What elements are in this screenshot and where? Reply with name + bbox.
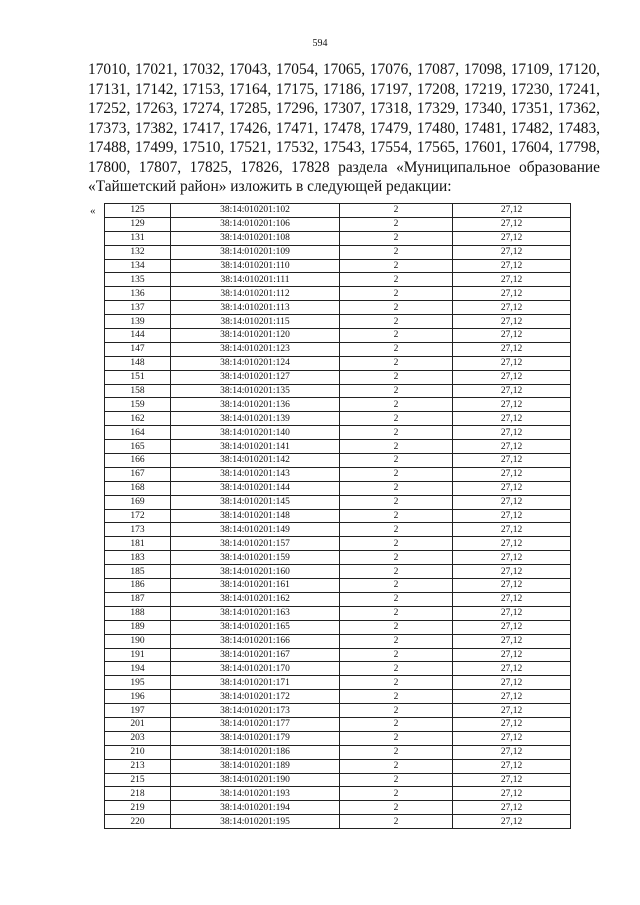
cadastral-number-cell: 38:14:010201:189	[171, 759, 340, 773]
value-cell: 27,12	[453, 731, 571, 745]
quantity-cell: 2	[340, 759, 453, 773]
quantity-cell: 2	[340, 329, 453, 343]
table-row	[105, 412, 571, 426]
cadastral-number-cell: 38:14:010201:112	[171, 287, 340, 301]
row-number-cell: 168	[105, 481, 171, 495]
quantity-cell: 2	[340, 620, 453, 634]
table-row	[105, 648, 571, 662]
intro-line: «Тайшетский район» изложить в следующей редакции:	[88, 178, 452, 195]
quantity-cell: 2	[340, 440, 453, 454]
row-number-cell: 189	[105, 620, 171, 634]
table-row	[105, 356, 571, 370]
cadastral-number-cell: 38:14:010201:144	[171, 481, 340, 495]
table-row	[105, 454, 571, 468]
quantity-cell: 2	[340, 245, 453, 259]
value-cell: 27,12	[453, 606, 571, 620]
value-cell: 27,12	[453, 592, 571, 606]
cadastral-number-cell: 38:14:010201:167	[171, 648, 340, 662]
row-number-cell: 139	[105, 315, 171, 329]
row-number-cell: 167	[105, 467, 171, 481]
cadastral-number-cell: 38:14:010201:177	[171, 717, 340, 731]
cadastral-number-cell: 38:14:010201:135	[171, 384, 340, 398]
value-cell: 27,12	[453, 454, 571, 468]
cadastral-number-cell: 38:14:010201:195	[171, 815, 340, 829]
cadastral-number-cell: 38:14:010201:120	[171, 329, 340, 343]
cadastral-number-cell: 38:14:010201:110	[171, 259, 340, 273]
row-number-cell: 135	[105, 273, 171, 287]
cadastral-number-cell: 38:14:010201:115	[171, 315, 340, 329]
table-row	[105, 537, 571, 551]
row-number-cell: 190	[105, 634, 171, 648]
cadastral-number-cell: 38:14:010201:161	[171, 579, 340, 593]
cadastral-number-cell: 38:14:010201:136	[171, 398, 340, 412]
table-row	[105, 690, 571, 704]
row-number-cell: 219	[105, 801, 171, 815]
value-cell: 27,12	[453, 565, 571, 579]
intro-paragraph	[88, 60, 600, 197]
table-row	[105, 523, 571, 537]
table-row	[105, 704, 571, 718]
row-number-cell: 188	[105, 606, 171, 620]
cadastral-number-cell: 38:14:010201:127	[171, 370, 340, 384]
row-number-cell: 164	[105, 426, 171, 440]
quantity-cell: 2	[340, 412, 453, 426]
cadastral-number-cell: 38:14:010201:171	[171, 676, 340, 690]
row-number-cell: 197	[105, 704, 171, 718]
value-cell: 27,12	[453, 773, 571, 787]
cadastral-number-cell: 38:14:010201:149	[171, 523, 340, 537]
row-number-cell: 165	[105, 440, 171, 454]
value-cell: 27,12	[453, 787, 571, 801]
table-row	[105, 245, 571, 259]
value-cell: 27,12	[453, 329, 571, 343]
row-number-cell: 148	[105, 356, 171, 370]
row-number-cell: 144	[105, 329, 171, 343]
cadastral-number-cell: 38:14:010201:193	[171, 787, 340, 801]
quantity-cell: 2	[340, 606, 453, 620]
quantity-cell: 2	[340, 523, 453, 537]
row-number-cell: 203	[105, 731, 171, 745]
value-cell: 27,12	[453, 690, 571, 704]
row-number-cell: 196	[105, 690, 171, 704]
quantity-cell: 2	[340, 315, 453, 329]
table-row	[105, 773, 571, 787]
data-table-body	[105, 204, 571, 829]
cadastral-number-cell: 38:14:010201:124	[171, 356, 340, 370]
value-cell: 27,12	[453, 662, 571, 676]
quantity-cell: 2	[340, 801, 453, 815]
value-cell: 27,12	[453, 259, 571, 273]
intro-line: 17800, 17807, 17825, 17826, 17828 раздела «Муниципальное образование	[88, 158, 600, 176]
quantity-cell: 2	[340, 231, 453, 245]
value-cell: 27,12	[453, 717, 571, 731]
cadastral-number-cell: 38:14:010201:108	[171, 231, 340, 245]
table-row	[105, 301, 571, 315]
table-row	[105, 787, 571, 801]
table-row	[105, 745, 571, 759]
row-number-cell: 169	[105, 495, 171, 509]
quantity-cell: 2	[340, 273, 453, 287]
cadastral-number-cell: 38:14:010201:106	[171, 217, 340, 231]
row-number-cell: 159	[105, 398, 171, 412]
quantity-cell: 2	[340, 481, 453, 495]
quantity-cell: 2	[340, 690, 453, 704]
table-row	[105, 467, 571, 481]
value-cell: 27,12	[453, 481, 571, 495]
quantity-cell: 2	[340, 509, 453, 523]
table-row	[105, 579, 571, 593]
cadastral-number-cell: 38:14:010201:163	[171, 606, 340, 620]
quantity-cell: 2	[340, 662, 453, 676]
quantity-cell: 2	[340, 551, 453, 565]
table-row	[105, 620, 571, 634]
data-table	[104, 203, 571, 829]
row-number-cell: 137	[105, 301, 171, 315]
value-cell: 27,12	[453, 745, 571, 759]
table-row	[105, 273, 571, 287]
row-number-cell: 162	[105, 412, 171, 426]
cadastral-number-cell: 38:14:010201:172	[171, 690, 340, 704]
row-number-cell: 220	[105, 815, 171, 829]
table-row	[105, 370, 571, 384]
quantity-cell: 2	[340, 704, 453, 718]
cadastral-number-cell: 38:14:010201:142	[171, 454, 340, 468]
value-cell: 27,12	[453, 523, 571, 537]
row-number-cell: 151	[105, 370, 171, 384]
quantity-cell: 2	[340, 301, 453, 315]
value-cell: 27,12	[453, 467, 571, 481]
quantity-cell: 2	[340, 648, 453, 662]
row-number-cell: 201	[105, 717, 171, 731]
row-number-cell: 183	[105, 551, 171, 565]
cadastral-number-cell: 38:14:010201:113	[171, 301, 340, 315]
table-row	[105, 592, 571, 606]
row-number-cell: 147	[105, 342, 171, 356]
row-number-cell: 166	[105, 454, 171, 468]
quantity-cell: 2	[340, 204, 453, 218]
value-cell: 27,12	[453, 315, 571, 329]
quantity-cell: 2	[340, 579, 453, 593]
row-number-cell: 129	[105, 217, 171, 231]
cadastral-number-cell: 38:14:010201:139	[171, 412, 340, 426]
quantity-cell: 2	[340, 745, 453, 759]
cadastral-number-cell: 38:14:010201:111	[171, 273, 340, 287]
cadastral-number-cell: 38:14:010201:170	[171, 662, 340, 676]
value-cell: 27,12	[453, 356, 571, 370]
table-row	[105, 634, 571, 648]
table-row	[105, 676, 571, 690]
table-row	[105, 342, 571, 356]
table-row	[105, 287, 571, 301]
table-row	[105, 495, 571, 509]
cadastral-number-cell: 38:14:010201:143	[171, 467, 340, 481]
row-number-cell: 195	[105, 676, 171, 690]
quantity-cell: 2	[340, 592, 453, 606]
row-number-cell: 186	[105, 579, 171, 593]
intro-line: 17010, 17021, 17032, 17043, 17054, 17065, 17076, 17087, 17098, 17109, 17120,	[88, 61, 600, 78]
table-row	[105, 204, 571, 218]
row-number-cell: 136	[105, 287, 171, 301]
row-number-cell: 191	[105, 648, 171, 662]
cadastral-number-cell: 38:14:010201:165	[171, 620, 340, 634]
quantity-cell: 2	[340, 787, 453, 801]
value-cell: 27,12	[453, 217, 571, 231]
row-number-cell: 134	[105, 259, 171, 273]
quantity-cell: 2	[340, 426, 453, 440]
row-number-cell: 215	[105, 773, 171, 787]
page-number: 594	[312, 38, 328, 49]
intro-line: 17252, 17263, 17274, 17285, 17296, 17307, 17318, 17329, 17340, 17351, 17362,	[88, 100, 600, 117]
value-cell: 27,12	[453, 579, 571, 593]
cadastral-number-cell: 38:14:010201:194	[171, 801, 340, 815]
value-cell: 27,12	[453, 231, 571, 245]
table-row	[105, 815, 571, 829]
cadastral-number-cell: 38:14:010201:141	[171, 440, 340, 454]
table-row	[105, 565, 571, 579]
cadastral-number-cell: 38:14:010201:179	[171, 731, 340, 745]
cadastral-number-cell: 38:14:010201:102	[171, 204, 340, 218]
table-row	[105, 384, 571, 398]
value-cell: 27,12	[453, 342, 571, 356]
row-number-cell: 125	[105, 204, 171, 218]
cadastral-number-cell: 38:14:010201:157	[171, 537, 340, 551]
row-number-cell: 185	[105, 565, 171, 579]
value-cell: 27,12	[453, 759, 571, 773]
value-cell: 27,12	[453, 440, 571, 454]
row-number-cell: 132	[105, 245, 171, 259]
value-cell: 27,12	[453, 287, 571, 301]
row-number-cell: 173	[105, 523, 171, 537]
value-cell: 27,12	[453, 537, 571, 551]
cadastral-number-cell: 38:14:010201:148	[171, 509, 340, 523]
opening-quote-mark: «	[90, 205, 96, 217]
quantity-cell: 2	[340, 495, 453, 509]
value-cell: 27,12	[453, 412, 571, 426]
quantity-cell: 2	[340, 565, 453, 579]
quantity-cell: 2	[340, 676, 453, 690]
table-row	[105, 662, 571, 676]
value-cell: 27,12	[453, 509, 571, 523]
table-row	[105, 231, 571, 245]
quantity-cell: 2	[340, 537, 453, 551]
table-row	[105, 259, 571, 273]
table-row	[105, 717, 571, 731]
cadastral-number-cell: 38:14:010201:140	[171, 426, 340, 440]
value-cell: 27,12	[453, 495, 571, 509]
cadastral-number-cell: 38:14:010201:190	[171, 773, 340, 787]
cadastral-number-cell: 38:14:010201:186	[171, 745, 340, 759]
value-cell: 27,12	[453, 620, 571, 634]
quantity-cell: 2	[340, 342, 453, 356]
row-number-cell: 158	[105, 384, 171, 398]
cadastral-number-cell: 38:14:010201:166	[171, 634, 340, 648]
quantity-cell: 2	[340, 356, 453, 370]
intro-line: 17373, 17382, 17417, 17426, 17471, 17478, 17479, 17480, 17481, 17482, 17483,	[88, 119, 600, 137]
cadastral-number-cell: 38:14:010201:162	[171, 592, 340, 606]
cadastral-number-cell: 38:14:010201:160	[171, 565, 340, 579]
value-cell: 27,12	[453, 384, 571, 398]
table-row	[105, 315, 571, 329]
quantity-cell: 2	[340, 731, 453, 745]
quantity-cell: 2	[340, 717, 453, 731]
quantity-cell: 2	[340, 454, 453, 468]
row-number-cell: 131	[105, 231, 171, 245]
intro-line: 17131, 17142, 17153, 17164, 17175, 17186, 17197, 17208, 17219, 17230, 17241,	[88, 80, 600, 98]
value-cell: 27,12	[453, 801, 571, 815]
value-cell: 27,12	[453, 426, 571, 440]
value-cell: 27,12	[453, 676, 571, 690]
value-cell: 27,12	[453, 551, 571, 565]
quantity-cell: 2	[340, 259, 453, 273]
cadastral-number-cell: 38:14:010201:123	[171, 342, 340, 356]
table-row	[105, 509, 571, 523]
row-number-cell: 172	[105, 509, 171, 523]
table-row	[105, 801, 571, 815]
value-cell: 27,12	[453, 370, 571, 384]
value-cell: 27,12	[453, 204, 571, 218]
intro-line: 17488, 17499, 17510, 17521, 17532, 17543, 17554, 17565, 17601, 17604, 17798,	[88, 139, 600, 156]
table-row	[105, 426, 571, 440]
quantity-cell: 2	[340, 217, 453, 231]
cadastral-number-cell: 38:14:010201:145	[171, 495, 340, 509]
table-row	[105, 440, 571, 454]
quantity-cell: 2	[340, 398, 453, 412]
row-number-cell: 181	[105, 537, 171, 551]
table-row	[105, 759, 571, 773]
table-row	[105, 329, 571, 343]
quantity-cell: 2	[340, 467, 453, 481]
row-number-cell: 210	[105, 745, 171, 759]
value-cell: 27,12	[453, 301, 571, 315]
value-cell: 27,12	[453, 648, 571, 662]
table-row	[105, 481, 571, 495]
cadastral-number-cell: 38:14:010201:109	[171, 245, 340, 259]
table-row	[105, 217, 571, 231]
row-number-cell: 194	[105, 662, 171, 676]
table-row	[105, 606, 571, 620]
quantity-cell: 2	[340, 370, 453, 384]
quantity-cell: 2	[340, 287, 453, 301]
row-number-cell: 187	[105, 592, 171, 606]
value-cell: 27,12	[453, 634, 571, 648]
table-row	[105, 551, 571, 565]
row-number-cell: 213	[105, 759, 171, 773]
cadastral-number-cell: 38:14:010201:159	[171, 551, 340, 565]
quantity-cell: 2	[340, 815, 453, 829]
table-row	[105, 398, 571, 412]
value-cell: 27,12	[453, 245, 571, 259]
quantity-cell: 2	[340, 384, 453, 398]
row-number-cell: 218	[105, 787, 171, 801]
cadastral-number-cell: 38:14:010201:173	[171, 704, 340, 718]
value-cell: 27,12	[453, 398, 571, 412]
table-row	[105, 731, 571, 745]
quantity-cell: 2	[340, 773, 453, 787]
value-cell: 27,12	[453, 815, 571, 829]
value-cell: 27,12	[453, 704, 571, 718]
quantity-cell: 2	[340, 634, 453, 648]
value-cell: 27,12	[453, 273, 571, 287]
